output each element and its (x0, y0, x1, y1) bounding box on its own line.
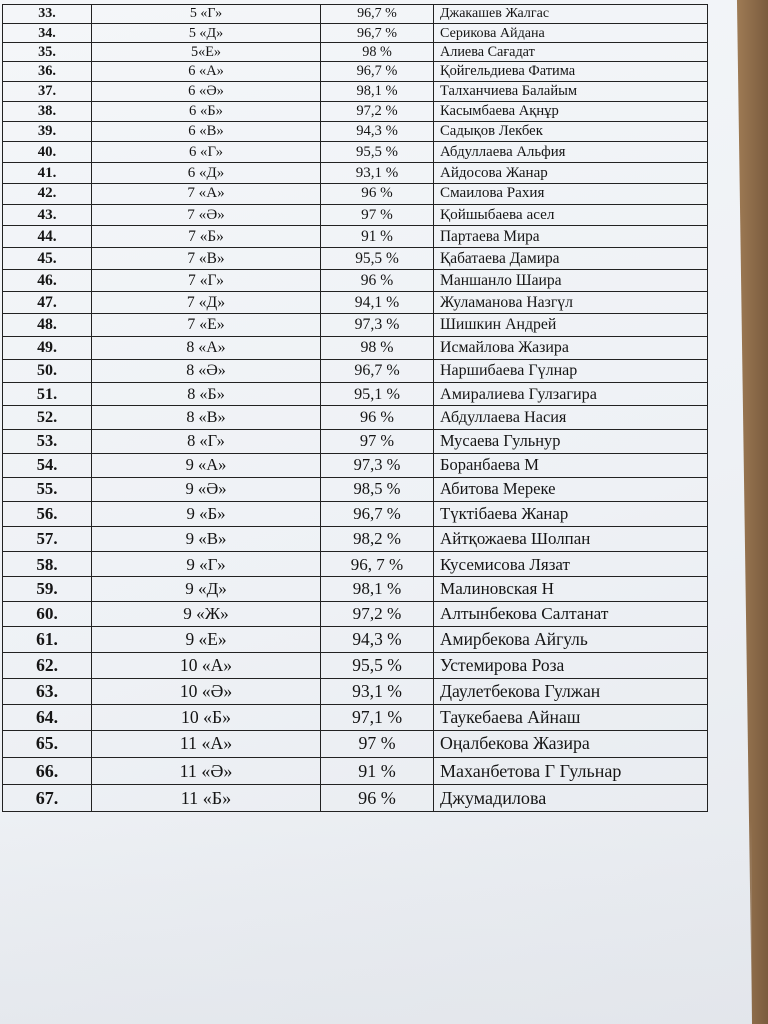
table-row (3, 527, 708, 552)
row-number: 64. (3, 705, 92, 731)
percent-cell: 94,3 % (321, 627, 434, 653)
percent-cell: 98,1 % (321, 82, 434, 102)
row-number: 59. (3, 577, 92, 602)
row-number: 50. (3, 360, 92, 383)
table-row (3, 5, 708, 24)
row-number: 48. (3, 314, 92, 337)
percent-cell: 98,5 % (321, 478, 434, 502)
row-number: 38. (3, 102, 92, 122)
teacher-name-cell: Наршибаева Гүлнар (434, 360, 708, 383)
row-number: 40. (3, 142, 92, 163)
row-number: 61. (3, 627, 92, 653)
row-number: 52. (3, 406, 92, 430)
table-row (3, 314, 708, 337)
class-cell: 11 «А» (92, 731, 321, 758)
row-number: 44. (3, 226, 92, 248)
table-row (3, 163, 708, 184)
table-row (3, 62, 708, 82)
table-row (3, 454, 708, 478)
table-row (3, 679, 708, 705)
row-number: 58. (3, 552, 92, 577)
table-row (3, 184, 708, 205)
teacher-name-cell: Шишкин Андрей (434, 314, 708, 337)
percent-cell: 97,2 % (321, 102, 434, 122)
row-number: 57. (3, 527, 92, 552)
class-cell: 7 «Д» (92, 292, 321, 314)
class-cell: 11 «Ә» (92, 758, 321, 785)
teacher-name-cell: Абдуллаева Альфия (434, 142, 708, 163)
percent-cell: 94,3 % (321, 122, 434, 142)
class-cell: 8 «Б» (92, 383, 321, 406)
percent-cell: 93,1 % (321, 679, 434, 705)
percent-cell: 96 % (321, 270, 434, 292)
class-cell: 10 «Б» (92, 705, 321, 731)
percent-cell: 91 % (321, 226, 434, 248)
row-number: 42. (3, 184, 92, 205)
table-row (3, 337, 708, 360)
class-cell: 11 «Б» (92, 785, 321, 812)
class-cell: 5«Е» (92, 43, 321, 62)
class-cell: 9 «Б» (92, 502, 321, 527)
class-cell: 7 «Г» (92, 270, 321, 292)
teacher-name-cell: Джумадилова (434, 785, 708, 812)
table-row (3, 82, 708, 102)
teacher-name-cell: Абдуллаева Насия (434, 406, 708, 430)
table-row (3, 705, 708, 731)
teacher-name-cell: Амиралиева Гулзагира (434, 383, 708, 406)
row-number: 55. (3, 478, 92, 502)
teacher-name-cell: Боранбаева М (434, 454, 708, 478)
teacher-name-cell: Таукебаева Айнаш (434, 705, 708, 731)
class-cell: 9 «Г» (92, 552, 321, 577)
row-number: 60. (3, 602, 92, 627)
teacher-name-cell: Алтынбекова Салтанат (434, 602, 708, 627)
class-cell: 6 «Б» (92, 102, 321, 122)
table-row (3, 205, 708, 226)
row-number: 45. (3, 248, 92, 270)
class-cell: 10 «А» (92, 653, 321, 679)
percent-cell: 97,3 % (321, 314, 434, 337)
percent-cell: 96 % (321, 406, 434, 430)
row-number: 35. (3, 43, 92, 62)
class-cell: 8 «Ә» (92, 360, 321, 383)
table-row (3, 653, 708, 679)
teacher-name-cell: Кусемисова Лязат (434, 552, 708, 577)
percent-cell: 97,2 % (321, 602, 434, 627)
class-cell: 8 «А» (92, 337, 321, 360)
class-cell: 7 «Ә» (92, 205, 321, 226)
teacher-name-cell: Айдосова Жанар (434, 163, 708, 184)
percent-cell: 95,5 % (321, 248, 434, 270)
row-number: 43. (3, 205, 92, 226)
table-row (3, 122, 708, 142)
class-cell: 5 «Г» (92, 5, 321, 24)
row-number: 51. (3, 383, 92, 406)
percent-cell: 98,2 % (321, 527, 434, 552)
class-cell: 7 «В» (92, 248, 321, 270)
results-table-body (3, 5, 708, 812)
row-number: 54. (3, 454, 92, 478)
row-number: 56. (3, 502, 92, 527)
percent-cell: 96, 7 % (321, 552, 434, 577)
teacher-name-cell: Абитова Мереке (434, 478, 708, 502)
percent-cell: 97,1 % (321, 705, 434, 731)
teacher-name-cell: Касымбаева Ақнұр (434, 102, 708, 122)
teacher-name-cell: Түктібаева Жанар (434, 502, 708, 527)
teacher-name-cell: Исмайлова Жазира (434, 337, 708, 360)
row-number: 37. (3, 82, 92, 102)
class-cell: 5 «Д» (92, 24, 321, 43)
percent-cell: 98 % (321, 43, 434, 62)
percent-cell: 96,7 % (321, 360, 434, 383)
table-row (3, 24, 708, 43)
class-cell: 6 «Ә» (92, 82, 321, 102)
percent-cell: 91 % (321, 758, 434, 785)
table-row (3, 270, 708, 292)
table-row (3, 577, 708, 602)
row-number: 67. (3, 785, 92, 812)
row-number: 34. (3, 24, 92, 43)
table-row (3, 292, 708, 314)
class-cell: 6 «В» (92, 122, 321, 142)
row-number: 46. (3, 270, 92, 292)
teacher-name-cell: Айтқожаева Шолпан (434, 527, 708, 552)
teacher-name-cell: Оңалбекова Жазира (434, 731, 708, 758)
teacher-name-cell: Жуламанова Назгүл (434, 292, 708, 314)
percent-cell: 95,1 % (321, 383, 434, 406)
teacher-name-cell: Амирбекова Айгуль (434, 627, 708, 653)
table-row (3, 602, 708, 627)
row-number: 47. (3, 292, 92, 314)
teacher-name-cell: Қойгельдиева Фатима (434, 62, 708, 82)
class-cell: 6 «Г» (92, 142, 321, 163)
row-number: 39. (3, 122, 92, 142)
table-row (3, 102, 708, 122)
percent-cell: 96,7 % (321, 62, 434, 82)
row-number: 63. (3, 679, 92, 705)
row-number: 53. (3, 430, 92, 454)
percent-cell: 96,7 % (321, 24, 434, 43)
teacher-name-cell: Джакашев Жалгас (434, 5, 708, 24)
teacher-name-cell: Қабатаева Дамира (434, 248, 708, 270)
row-number: 33. (3, 5, 92, 24)
percent-cell: 94,1 % (321, 292, 434, 314)
percent-cell: 96,7 % (321, 5, 434, 24)
class-cell: 6 «Д» (92, 163, 321, 184)
class-cell: 7 «Б» (92, 226, 321, 248)
table-row (3, 478, 708, 502)
teacher-name-cell: Смаилова Рахия (434, 184, 708, 205)
table-row (3, 226, 708, 248)
table-row (3, 383, 708, 406)
table-row (3, 731, 708, 758)
percent-cell: 96 % (321, 184, 434, 205)
teacher-name-cell: Алиева Сағадат (434, 43, 708, 62)
table-row (3, 43, 708, 62)
percent-cell: 95,5 % (321, 142, 434, 163)
teacher-name-cell: Даулетбекова Гулжан (434, 679, 708, 705)
row-number: 41. (3, 163, 92, 184)
percent-cell: 95,5 % (321, 653, 434, 679)
row-number: 65. (3, 731, 92, 758)
class-cell: 9 «Д» (92, 577, 321, 602)
teacher-name-cell: Устемирова Роза (434, 653, 708, 679)
percent-cell: 93,1 % (321, 163, 434, 184)
class-cell: 8 «Г» (92, 430, 321, 454)
class-cell: 9 «Ж» (92, 602, 321, 627)
percent-cell: 96 % (321, 785, 434, 812)
table-row (3, 758, 708, 785)
percent-cell: 97 % (321, 205, 434, 226)
teacher-name-cell: Маншанло Шаира (434, 270, 708, 292)
table-row (3, 360, 708, 383)
teacher-name-cell: Партаева Мира (434, 226, 708, 248)
teacher-name-cell: Мусаева Гульнур (434, 430, 708, 454)
row-number: 66. (3, 758, 92, 785)
class-cell: 9 «Е» (92, 627, 321, 653)
class-cell: 9 «В» (92, 527, 321, 552)
teacher-name-cell: Малиновская Н (434, 577, 708, 602)
table-row (3, 248, 708, 270)
row-number: 62. (3, 653, 92, 679)
table-row (3, 552, 708, 577)
table-row (3, 627, 708, 653)
class-cell: 7 «Е» (92, 314, 321, 337)
table-row (3, 142, 708, 163)
class-cell: 10 «Ә» (92, 679, 321, 705)
class-cell: 8 «В» (92, 406, 321, 430)
row-number: 49. (3, 337, 92, 360)
table-row (3, 785, 708, 812)
row-number: 36. (3, 62, 92, 82)
class-cell: 6 «А» (92, 62, 321, 82)
teacher-name-cell: Қойшыбаева асел (434, 205, 708, 226)
teacher-name-cell: Маханбетова Г Гульнар (434, 758, 708, 785)
percent-cell: 97 % (321, 430, 434, 454)
class-cell: 9 «А» (92, 454, 321, 478)
percent-cell: 98,1 % (321, 577, 434, 602)
results-table (2, 4, 708, 812)
table-row (3, 502, 708, 527)
teacher-name-cell: Талханчиева Балайым (434, 82, 708, 102)
class-cell: 7 «А» (92, 184, 321, 205)
percent-cell: 96,7 % (321, 502, 434, 527)
table-row (3, 430, 708, 454)
percent-cell: 97 % (321, 731, 434, 758)
class-cell: 9 «Ә» (92, 478, 321, 502)
table-row (3, 406, 708, 430)
percent-cell: 98 % (321, 337, 434, 360)
teacher-name-cell: Садықов Лекбек (434, 122, 708, 142)
teacher-name-cell: Серикова Айдана (434, 24, 708, 43)
percent-cell: 97,3 % (321, 454, 434, 478)
